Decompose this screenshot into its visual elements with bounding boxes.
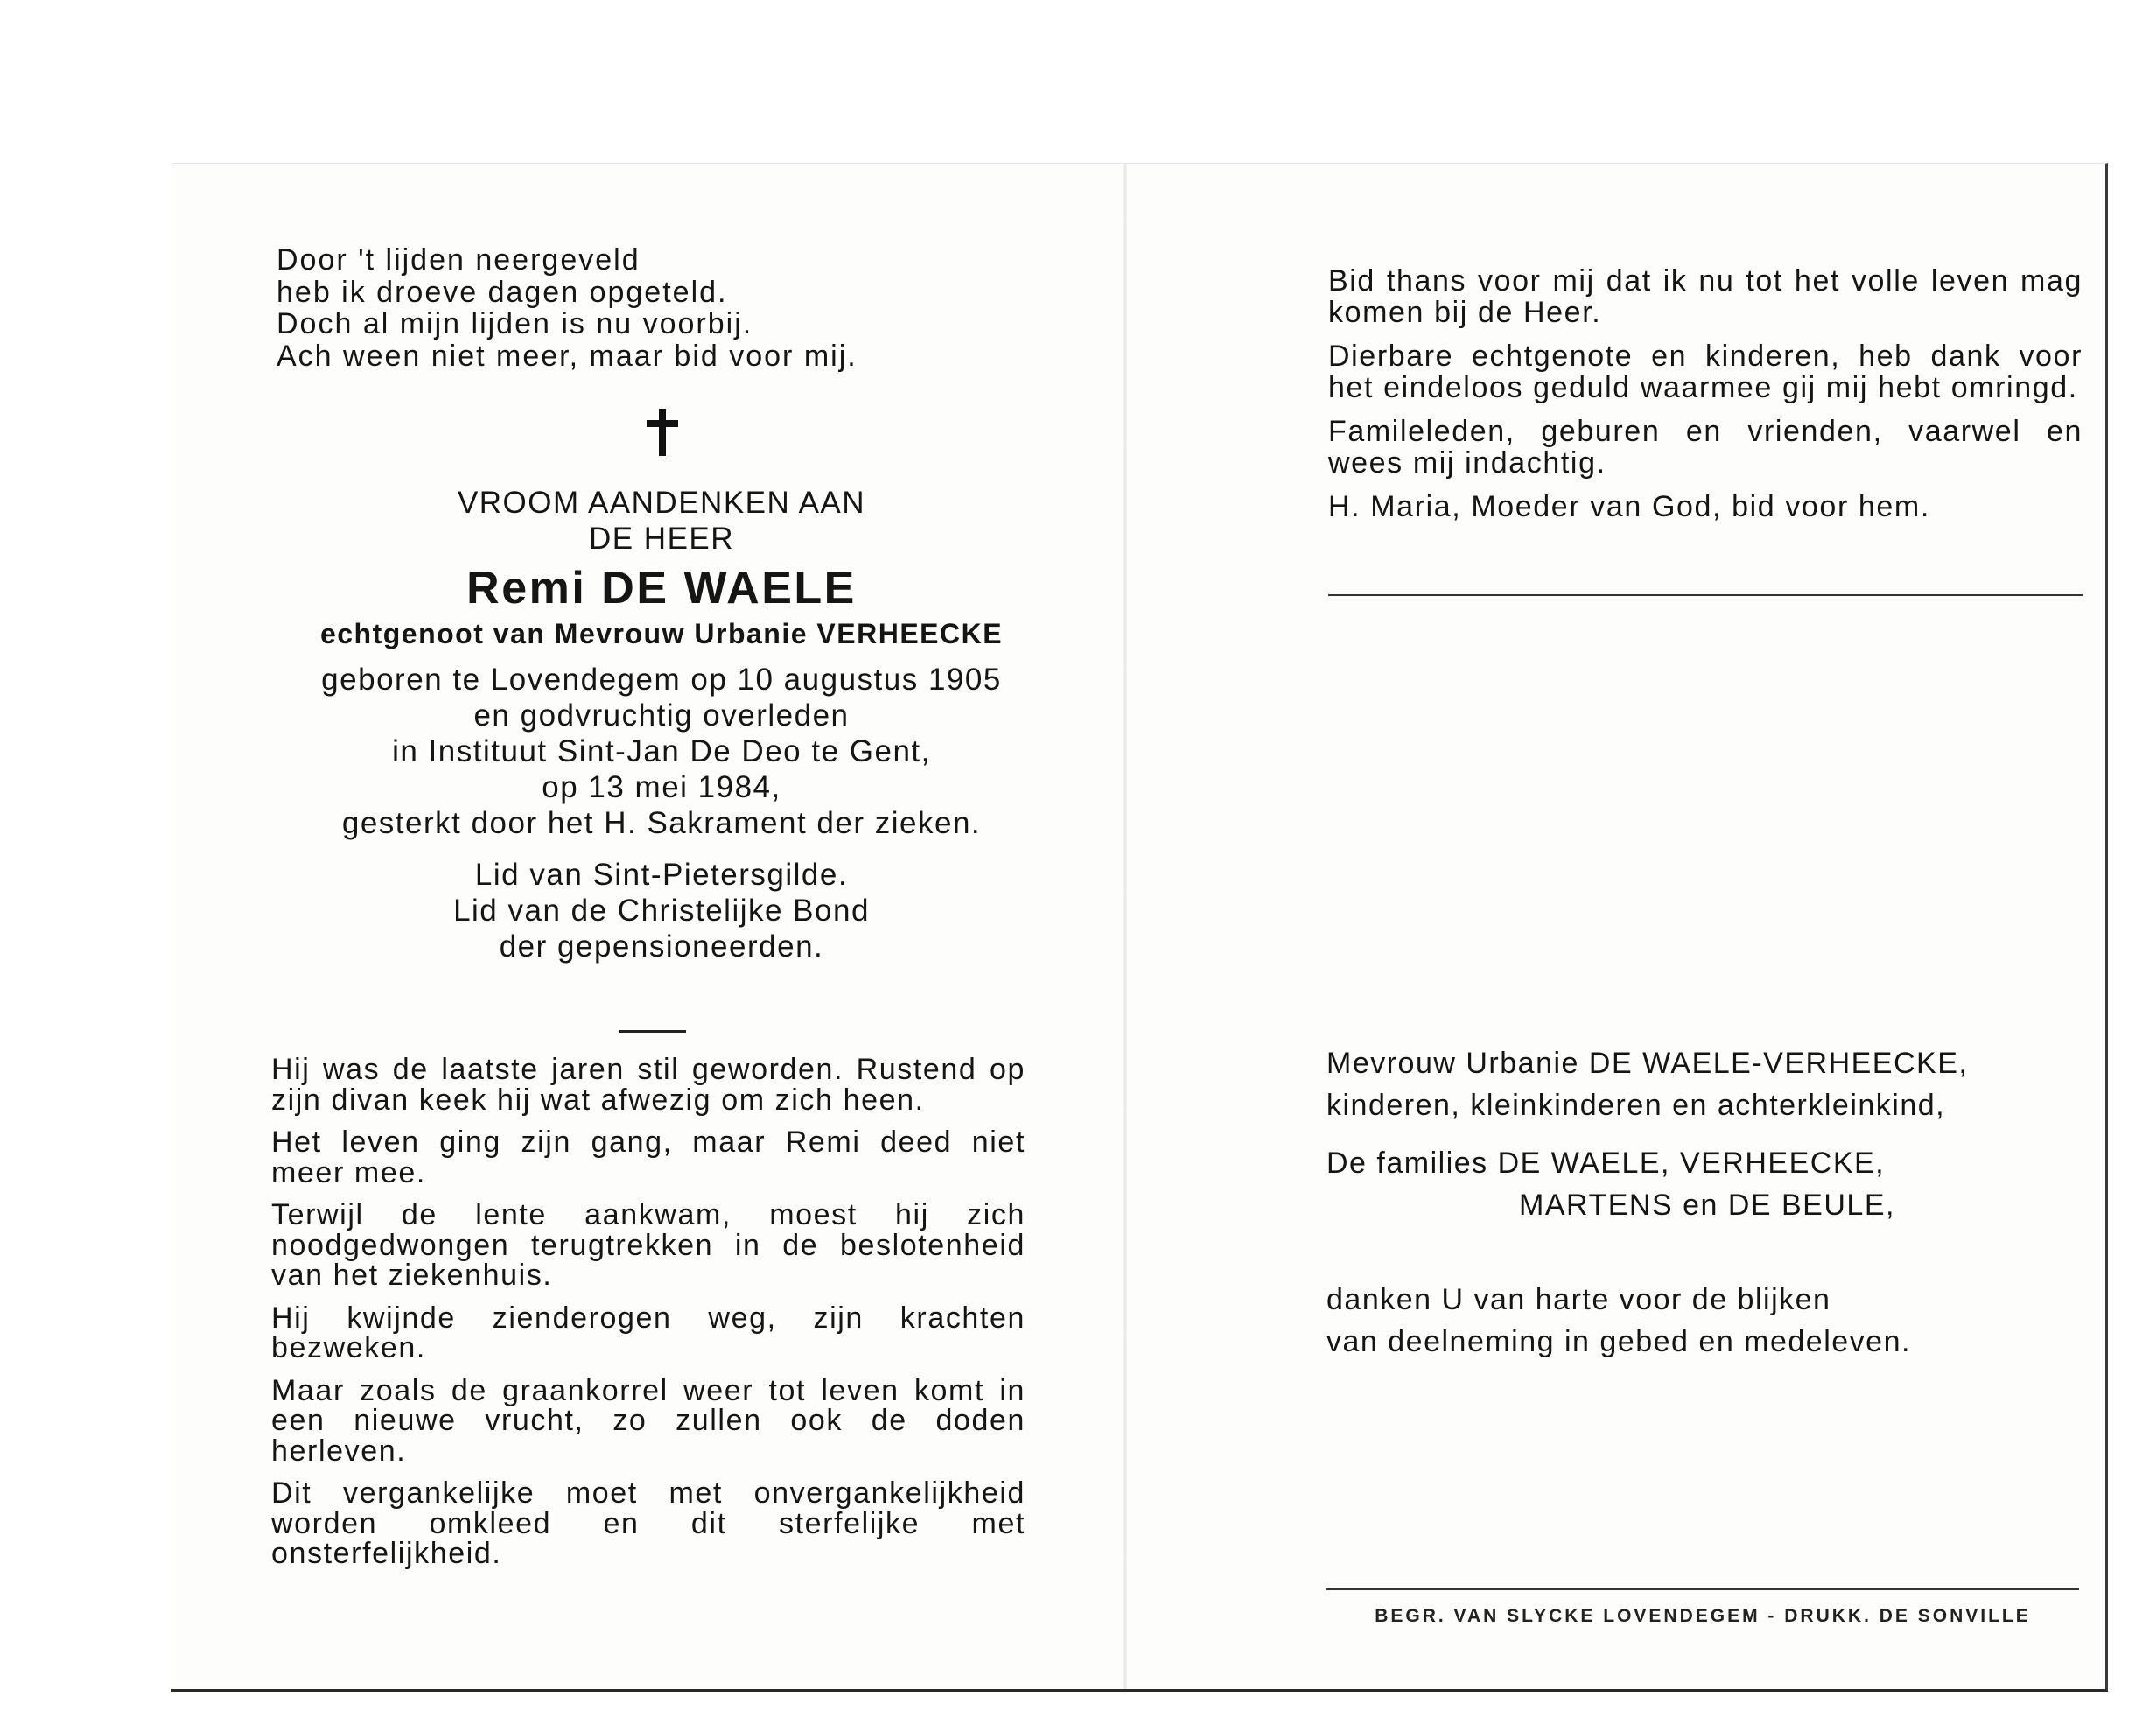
verse-line: Doch al mijn lijden is nu voorbij. bbox=[276, 307, 753, 340]
prayer-paragraph: H. Maria, Moeder van God, bid voor hem. bbox=[1328, 490, 1930, 523]
story-paragraph: Het leven ging zijn gang, maar Remi deed niet meer mee. bbox=[271, 1125, 1026, 1189]
prayer-paragraph: Bid thans voor mij dat ik nu tot het volle leven mag komen bij de Heer. bbox=[1328, 264, 2082, 329]
verse-line: Ach ween niet meer, maar bid voor mij. bbox=[276, 339, 858, 373]
story-paragraph: Maar zoals de graankorrel weer tot leven komt in een nieuwe vrucht, zo zullen ook de doden herleven. bbox=[271, 1373, 1026, 1468]
deceased-name: Remi DE WAELE bbox=[466, 563, 857, 614]
divider bbox=[620, 1030, 686, 1033]
prayer-paragraph: Famileleden, geburen en vrienden, vaarwel en wees mij indachtig. bbox=[1328, 415, 2082, 480]
story-paragraph: Hij kwijnde zienderogen weg, zijn krachten bezweken. bbox=[271, 1301, 1026, 1364]
family-line: kinderen, kleinkinderen en achterkleinkind, bbox=[1326, 1089, 1946, 1122]
left-panel bbox=[172, 164, 1124, 1689]
family-line: Mevrouw Urbanie DE WAELE-VERHEECKE, bbox=[1326, 1047, 1969, 1080]
prayer-text bbox=[1328, 265, 2082, 535]
story-text bbox=[271, 1055, 1026, 1581]
story-paragraph: Terwijl de lente aankwam, moest hij zich noodgedwongen terugtrekken in de beslotenheid van het ziekenhuis. bbox=[271, 1198, 1026, 1292]
cross-icon bbox=[643, 409, 682, 456]
right-panel bbox=[1127, 164, 2105, 1689]
bio-line: gesterkt door het H. Sakrament der zieken. bbox=[341, 806, 982, 840]
memorial-card bbox=[172, 163, 2108, 1692]
story-paragraph: Dit vergankelijke moet met onvergankelijkheid worden omkleed en dit sterfelijke met onsterfelijkheid. bbox=[271, 1476, 1026, 1570]
divider bbox=[1328, 594, 2082, 596]
family-line: De families DE WAELE, VERHEECKE, bbox=[1326, 1147, 1886, 1180]
memberships bbox=[276, 857, 1046, 964]
biography bbox=[276, 662, 1046, 841]
prayer-paragraph: Dierbare echtgenote en kinderen, heb dank voor het eindeloos geduld waarmee gij mij hebt omringd. bbox=[1328, 340, 2082, 404]
membership-line: Lid van de Christelijke Bond bbox=[453, 894, 870, 928]
printer-credit: BEGR. VAN SLYCKE LOVENDEGEM - DRUKK. DE SONVILLE bbox=[1375, 1606, 2031, 1626]
opening-verse bbox=[276, 244, 942, 372]
story-paragraph: Hij was de laatste jaren stil geworden. Rustend op zijn divan keek hij wat afwezig om zich heen. bbox=[271, 1053, 1026, 1117]
family-line: MARTENS en DE BEULE, bbox=[1519, 1189, 1895, 1222]
thanks-line: danken U van harte voor de blijken bbox=[1326, 1283, 1831, 1316]
header-line: VROOM AANDENKEN AAN bbox=[457, 486, 866, 520]
membership-line: Lid van Sint-Pietersgilde. bbox=[474, 858, 849, 892]
bio-line: in Instituut Sint-Jan De Deo te Gent, bbox=[392, 734, 931, 768]
family-block bbox=[1326, 1042, 2088, 1363]
bio-line: en godvruchtig overleden bbox=[473, 698, 850, 733]
verse-line: heb ik droeve dagen opgeteld. bbox=[276, 275, 728, 309]
header-line: DE HEER bbox=[588, 522, 735, 556]
spouse-line: echtgenoot van Mevrouw Urbanie VERHEECKE bbox=[319, 618, 1004, 649]
divider bbox=[1326, 1588, 2079, 1590]
verse-line: Door 't lijden neergeveld bbox=[276, 243, 640, 277]
bio-line: geboren te Lovendegem op 10 augustus 1905 bbox=[321, 663, 1002, 697]
membership-line: der gepensioneerden. bbox=[499, 929, 824, 964]
header-block bbox=[276, 485, 1046, 964]
bio-line: op 13 mei 1984, bbox=[542, 770, 781, 804]
thanks-line: van deelneming in gebed en medeleven. bbox=[1326, 1325, 1911, 1358]
